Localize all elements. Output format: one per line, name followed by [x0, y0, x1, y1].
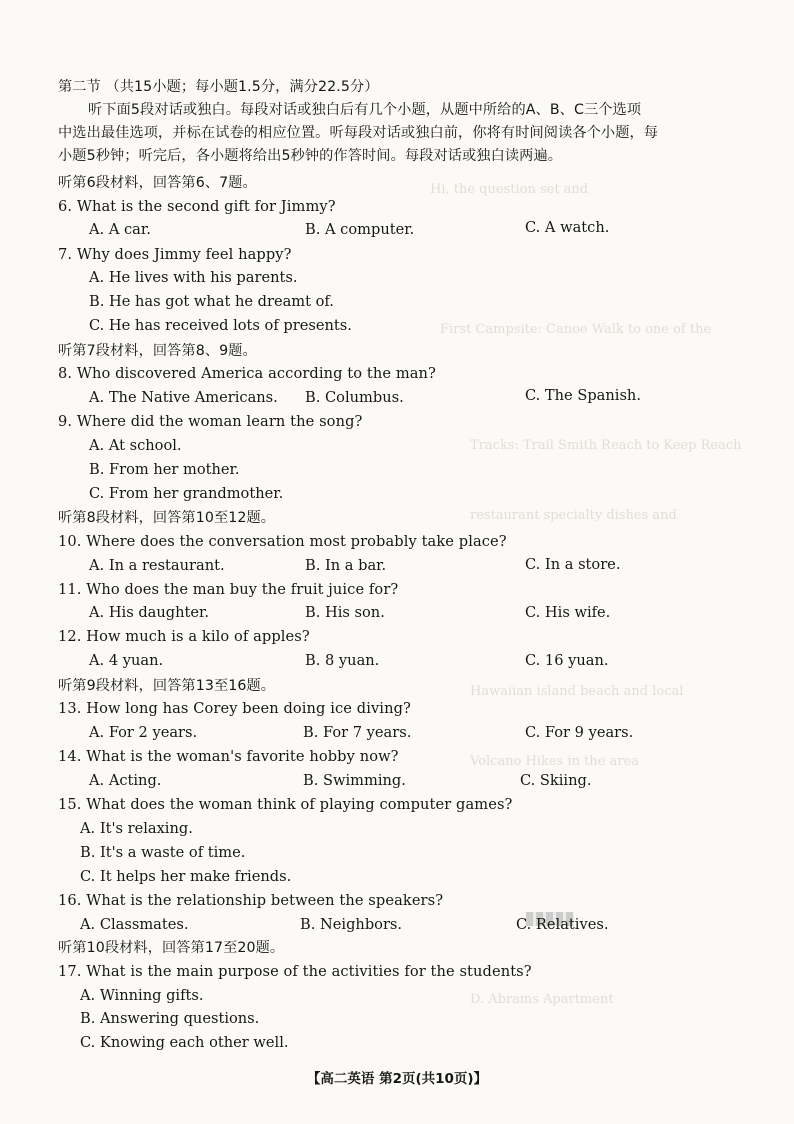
- option-b[interactable]: B. Neighbors.: [300, 916, 403, 933]
- bleed-through-text: Hawaiian island beach and local: [470, 684, 684, 699]
- bleed-through-text: Tracks: Trail Smith Reach to Keep Reach: [470, 438, 742, 453]
- question-stem: 8. Who discovered America according to the man?: [58, 365, 436, 382]
- option-c[interactable]: C. His wife.: [525, 604, 611, 621]
- option-c[interactable]: C. Knowing each other well.: [80, 1034, 289, 1051]
- option-a[interactable]: A. 4 yuan.: [89, 652, 164, 669]
- question-stem: 16. What is the relationship between the speakers?: [58, 892, 444, 909]
- instructions-line: 小题5秒钟；听完后，各小题将给出5秒钟的作答时间。每段对话或独白读两遍。: [58, 148, 563, 164]
- option-c[interactable]: C. The Spanish.: [525, 387, 641, 404]
- option-c[interactable]: C. In a store.: [525, 556, 621, 573]
- option-c[interactable]: C. He has received lots of presents.: [89, 317, 352, 334]
- bleed-through-text: Hi, the question set and: [430, 182, 589, 197]
- option-b[interactable]: B. It's a waste of time.: [80, 844, 246, 861]
- instructions-line: 听下面5段对话或独白。每段对话或独白后有几个小题，从题中所给的A、B、C三个选项: [88, 102, 642, 118]
- option-c[interactable]: C. It helps her make friends.: [80, 868, 292, 885]
- question-stem: 15. What does the woman think of playing computer games?: [58, 796, 513, 813]
- option-b[interactable]: B. For 7 years.: [303, 724, 412, 741]
- option-b[interactable]: B. In a bar.: [305, 557, 387, 574]
- option-b[interactable]: B. A computer.: [305, 221, 415, 238]
- group-header: 听第8段材料，回答第10至12题。: [58, 510, 276, 526]
- option-a[interactable]: A. His daughter.: [89, 604, 210, 621]
- section-title: 第二节 （共15小题；每小题1.5分，满分22.5分）: [58, 79, 379, 95]
- option-b[interactable]: B. From her mother.: [89, 461, 240, 478]
- option-c[interactable]: C. For 9 years.: [525, 724, 634, 741]
- question-stem: 10. Where does the conversation most probably take place?: [58, 533, 507, 550]
- option-b[interactable]: B. 8 yuan.: [305, 652, 380, 669]
- question-stem: 13. How long has Corey been doing ice diving?: [58, 700, 411, 717]
- option-a[interactable]: A. At school.: [89, 437, 182, 454]
- option-a[interactable]: A. In a restaurant.: [89, 557, 225, 574]
- page-footer: 【高二英语 第2页(共10页)】: [306, 1071, 488, 1087]
- bleed-through-text: D. Abrams Apartment: [470, 992, 614, 1007]
- question-stem: 11. Who does the man buy the fruit juice for?: [58, 581, 399, 598]
- group-header: 听第9段材料，回答第13至16题。: [58, 678, 276, 694]
- group-header: 听第10段材料，回答第17至20题。: [58, 940, 285, 956]
- group-header: 听第7段材料，回答第8、9题。: [58, 343, 257, 359]
- option-b[interactable]: B. He has got what he dreamt of.: [89, 293, 334, 310]
- option-a[interactable]: A. Classmates.: [80, 916, 189, 933]
- group-header: 听第6段材料，回答第6、7题。: [58, 175, 257, 191]
- bleed-through-text: Volcano Hikes in the area: [470, 754, 639, 769]
- question-stem: 17. What is the main purpose of the activities for the students?: [58, 963, 532, 980]
- option-b[interactable]: B. Swimming.: [303, 772, 406, 789]
- option-b[interactable]: B. Answering questions.: [80, 1010, 260, 1027]
- option-c[interactable]: C. A watch.: [525, 219, 610, 236]
- option-c[interactable]: C. From her grandmother.: [89, 485, 284, 502]
- option-a[interactable]: A. Winning gifts.: [80, 987, 204, 1004]
- option-b[interactable]: B. Columbus.: [305, 389, 404, 406]
- question-stem: 6. What is the second gift for Jimmy?: [58, 198, 336, 215]
- question-stem: 14. What is the woman's favorite hobby now?: [58, 748, 399, 765]
- option-b[interactable]: B. His son.: [305, 604, 385, 621]
- option-c[interactable]: C. Skiing.: [520, 772, 592, 789]
- question-stem: 9. Where did the woman learn the song?: [58, 413, 363, 430]
- option-c[interactable]: C. Relatives.: [516, 916, 609, 933]
- instructions-line: 中选出最佳选项，并标在试卷的相应位置。听每段对话或独白前，你将有时间阅读各个小题，每: [58, 125, 659, 141]
- option-a[interactable]: A. The Native Americans.: [89, 389, 278, 406]
- bleed-through-text: restaurant specialty dishes and: [470, 508, 677, 523]
- option-a[interactable]: A. For 2 years.: [89, 724, 198, 741]
- question-stem: 7. Why does Jimmy feel happy?: [58, 246, 292, 263]
- option-a[interactable]: A. Acting.: [89, 772, 162, 789]
- option-a[interactable]: A. He lives with his parents.: [89, 269, 298, 286]
- option-a[interactable]: A. It's relaxing.: [80, 820, 193, 837]
- bleed-through-text: First Campsite: Canoe Walk to one of the: [440, 322, 712, 337]
- option-a[interactable]: A. A car.: [89, 221, 151, 238]
- question-stem: 12. How much is a kilo of apples?: [58, 628, 310, 645]
- option-c[interactable]: C. 16 yuan.: [525, 652, 609, 669]
